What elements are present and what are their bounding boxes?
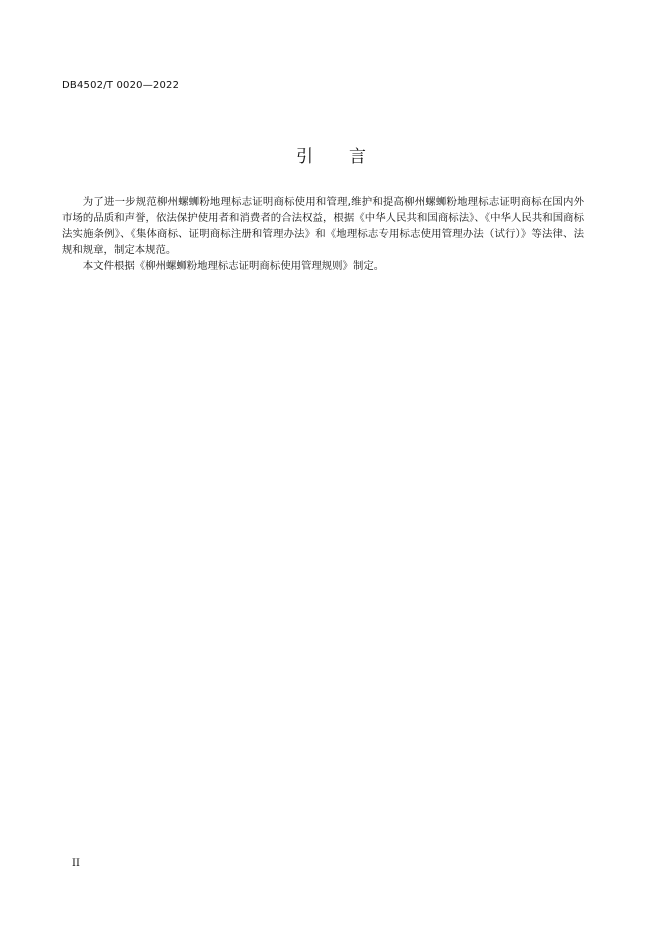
- page-number: II: [72, 858, 80, 869]
- section-title-char-2: 言: [349, 147, 366, 167]
- paragraph: 本文件根据《柳州螺蛳粉地理标志证明商标使用管理规则》制定。: [82, 260, 385, 272]
- section-title-char-1: 引: [296, 147, 313, 167]
- paragraph: 为了进一步规范柳州螺蛳粉地理标志证明商标使用和管理,维护和提高柳州螺蛳粉地理标志证明商标在国内外市场的品质和声誉，依法保护使用者和消费者的合法权益，根据《中华人民共和国商标法》、《中华人民共和国商标法实施条例》、《集体商标、证明商标注册和管理办法》和《地理标志专用标志使用管理办法（试行）》等法律、法规和规章，制定本规范。: [62, 196, 584, 256]
- body-text: [62, 194, 584, 274]
- document-code: DB4502/T 0020—2022: [62, 80, 180, 91]
- section-title: [0, 142, 662, 167]
